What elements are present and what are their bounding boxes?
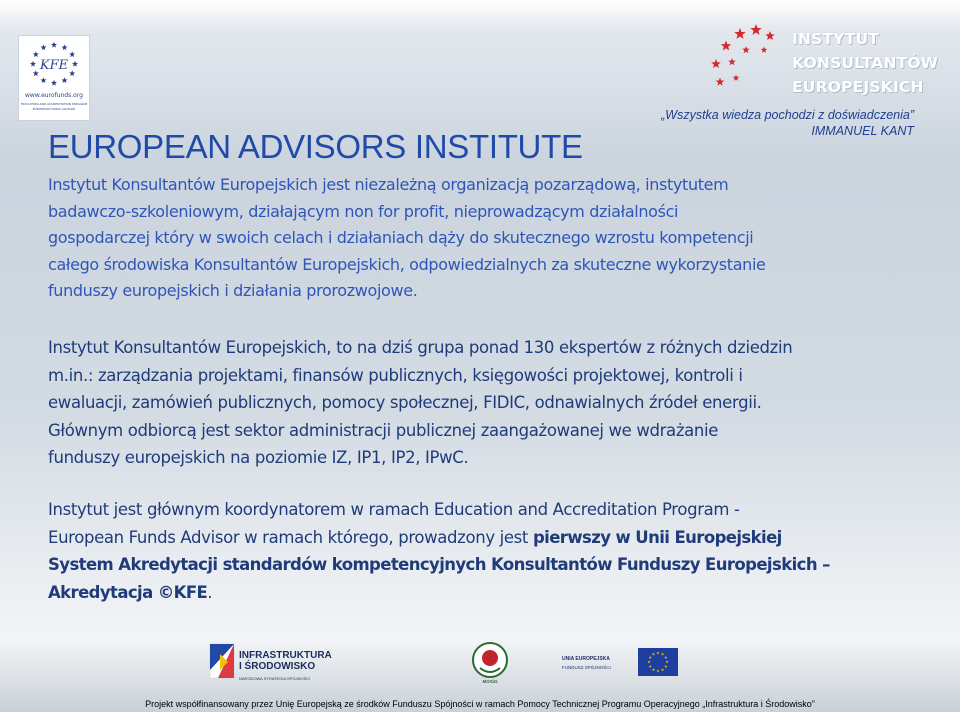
quote-text: „Wszystka wiedza pochodzi z doświadczenia” (661, 108, 914, 122)
kfe-star-icon (72, 61, 78, 67)
kfe-star-icon (51, 42, 57, 48)
kfe-logo-mark: KFE (39, 58, 69, 73)
intro-line: funduszy europejskich i działania prorozwojowe. (48, 281, 418, 300)
ike-logo (706, 22, 946, 102)
intro-paragraph (48, 172, 928, 305)
infrastruktura-line-2: I ŚRODOWISKO (239, 661, 316, 672)
infrastruktura-title (239, 650, 332, 672)
intro-line: Instytut Konsultantów Europejskich jest niezależną organizacją pozarządową, instytutem (48, 175, 729, 194)
kfe-star-icon (69, 51, 75, 57)
ike-logo-line-3: EUROPEJSKICH (792, 78, 924, 96)
eu-cohesion-logo (560, 644, 680, 682)
kfe-star-icon (61, 77, 67, 83)
ike-logo-line-2: KONSULTANTÓW (792, 54, 939, 72)
kfe-star-icon (33, 70, 39, 76)
kant-quote (560, 107, 914, 139)
accreditation-text: European Funds Advisor w ramach którego, prowadzony jest (48, 527, 533, 547)
mosig-emblem-icon (470, 640, 510, 680)
kfe-logo (18, 35, 90, 121)
kfe-star-icon (40, 77, 46, 83)
red-stars-icon (706, 22, 796, 102)
intro-line: całego środowiska Konsultantów Europejskich, odpowiedzialnych za skuteczne wykorzystanie (48, 254, 766, 274)
kfe-star-icon (33, 51, 39, 57)
experts-line: ewaluacji, zamówień publicznych, pomocy społecznej, FIDIC, odnawialnych źródeł energii. (48, 393, 762, 412)
ike-star-icon (711, 59, 721, 68)
infrastruktura-line-1: INFRASTRUKTURA (239, 650, 332, 661)
kfe-program-line: EDUCATION AND ACCREDITATION PROGRAM (20, 102, 88, 106)
page-title: EUROPEAN ADVISORS INSTITUTE (48, 128, 583, 165)
ike-star-icon (765, 31, 775, 40)
accreditation-emphasis: pierwszy w Unii Europejskiej (532, 527, 782, 547)
ike-star-icon (733, 75, 740, 81)
nss-flag-icon (206, 640, 238, 684)
eu-stars-circle-icon (19, 36, 89, 92)
kfe-advisor-line: EUROPEAN FUNDS ADVISOR (32, 107, 76, 111)
accreditation-line: Instytut jest głównym koordynatorem w ramach Education and Accreditation Program - (48, 500, 740, 519)
intro-line: gospodarczej który w swoich celach i działaniach dąży do skutecznego wzrostu kompetencji (48, 228, 754, 247)
kfe-star-icon (61, 44, 67, 50)
ike-star-icon (716, 78, 725, 86)
mosig-text: MOSiG (482, 679, 498, 684)
ue-line-2: FUNDUSZ SPÓJNOŚCI (562, 665, 611, 670)
kfe-star-icon (40, 44, 46, 50)
ue-line-1: UNIA EUROPEJSKA (562, 656, 610, 662)
kfe-url: www.eurofunds.org (25, 92, 83, 99)
cofinancing-note: Projekt współfinansowany przez Unię Europejską ze środków Funduszu Spójności w ramach Pomocy Technicznej Programu Operacyjnego „Infrastruktura i Środowisko” (145, 699, 815, 709)
ike-star-icon (721, 41, 731, 51)
ike-star-icon (734, 28, 745, 39)
accreditation-paragraph (48, 496, 928, 606)
accreditation-line (48, 579, 928, 607)
accreditation-period: . (207, 582, 213, 602)
experts-line: Instytut Konsultantów Europejskich, to na dziś grupa ponad 130 ekspertów z różnych dziedzin (48, 338, 793, 357)
mosig-logo (470, 640, 510, 686)
experts-line: Głównym odbiorcą jest sektor administracji publicznej zaangażowanej we wdrażanie (48, 420, 719, 440)
ike-star-icon (742, 46, 750, 53)
accreditation-kfe: Akredytacja ©KFE (48, 582, 208, 602)
infrastruktura-subtitle: NARODOWA STRATEGIA SPÓJNOŚCI (239, 676, 311, 681)
ike-star-icon (761, 47, 768, 53)
kfe-star-icon (51, 80, 57, 86)
experts-paragraph (48, 334, 928, 472)
accreditation-line (48, 524, 928, 552)
intro-line: badawczo-szkoleniowym, działającym non for profit, nieprowadzącym działalności (48, 201, 679, 221)
quote-author: IMMANUEL KANT (811, 124, 914, 138)
ike-star-icon (750, 24, 761, 35)
eu-flag-icon (638, 648, 678, 676)
accreditation-line-bold: System Akredytacji standardów kompetencyjnych Konsultantów Funduszy Europejskich – (48, 555, 830, 574)
ike-logo-line-1: INSTYTUT (792, 30, 880, 48)
kfe-star-icon (30, 61, 36, 67)
ike-star-icon (728, 58, 736, 65)
experts-line: funduszy europejskich na poziomie IZ, IP1, IP2, IPwC. (48, 448, 469, 467)
infrastruktura-logo (206, 640, 336, 684)
experts-line: m.in.: zarządzania projektami, finansów publicznych, księgowości projektowej, kontroli i (48, 365, 743, 385)
kfe-star-icon (69, 70, 75, 76)
